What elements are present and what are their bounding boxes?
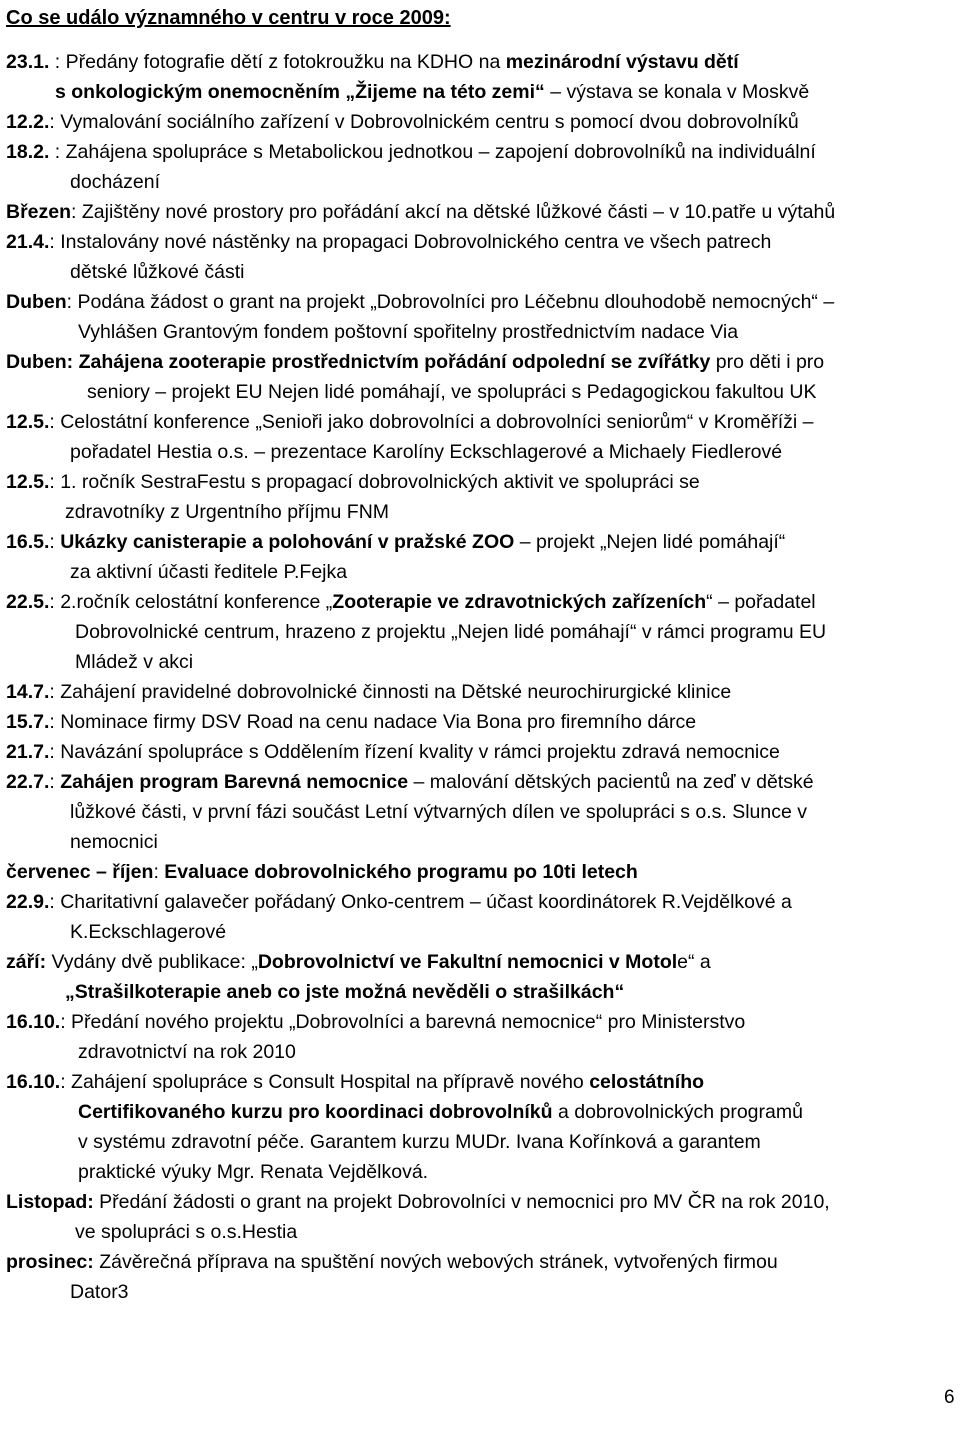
text-line xyxy=(6,858,638,886)
text-segment: docházení xyxy=(70,171,160,193)
text-line xyxy=(6,708,696,736)
text-line xyxy=(6,948,711,976)
bold-text: 23.1. xyxy=(6,51,50,73)
bold-text: Certifikovaného kurzu pro koordinaci dobrovolníků xyxy=(78,1101,553,1123)
text-segment: : Předány fotografie dětí z fotokroužku na KDHO na xyxy=(49,51,506,73)
text-line xyxy=(78,318,738,346)
text-line xyxy=(70,168,160,196)
bold-text: 22.7. xyxy=(6,771,50,793)
text-line xyxy=(6,888,792,916)
text-line xyxy=(6,138,816,166)
page-number: 6 xyxy=(944,1387,955,1408)
text-segment: : Charitativní galavečer pořádaný Onko-centrem – účast koordinátorek R.Vejdělkové a xyxy=(49,891,792,913)
bold-text: „Strašilkoterapie aneb co jste možná nevěděli o strašilkách“ xyxy=(65,981,625,1003)
text-segment: pořadatel Hestia o.s. – prezentace Karolíny Eckschlagerové a Michaely Fiedlerové xyxy=(70,441,783,463)
text-segment: zdravotníky z Urgentního příjmu FNM xyxy=(65,501,390,523)
text-segment: : Nominace firmy DSV Road na cenu nadace Via Bona pro firemního dárce xyxy=(49,711,697,733)
text-segment: – malování dětských pacientů na zeď v dětské xyxy=(408,771,814,793)
text-segment: : 2.ročník celostátní konference „ xyxy=(49,591,333,613)
text-line xyxy=(78,1158,428,1186)
text-segment: Vyhlášen Grantovým fondem poštovní spořitelny prostřednictvím nadace Via xyxy=(78,321,739,343)
bold-text: Zooterapie ve zdravotnických zařízeních xyxy=(332,591,707,613)
text-line xyxy=(75,1218,297,1246)
text-segment: e“ a xyxy=(677,951,711,973)
text-segment: K.Eckschlagerové xyxy=(70,921,227,943)
bold-text: 12.2. xyxy=(6,111,50,133)
text-line xyxy=(6,1008,745,1036)
text-line xyxy=(75,648,193,676)
text-line xyxy=(70,798,807,826)
text-segment: : Zajištěny nové prostory pro pořádání akcí na dětské lůžkové části – v 10.patře u výtahů xyxy=(71,201,836,223)
text-segment: nemocnici xyxy=(70,831,158,853)
bold-text: 16.10. xyxy=(6,1011,61,1033)
bold-text: 21.4. xyxy=(6,231,50,253)
bold-text: 21.7. xyxy=(6,741,50,763)
text-line xyxy=(6,1188,830,1216)
text-line xyxy=(87,378,817,406)
bold-text: Duben: Zahájena zooterapie prostřednictvím pořádání odpolední se zvířátky xyxy=(6,351,711,373)
text-line xyxy=(70,828,158,856)
bold-text: září: xyxy=(6,951,47,973)
text-line xyxy=(6,408,813,436)
bold-text: Dobrovolnictví ve Fakultní nemocnici v Motol xyxy=(257,951,678,973)
text-segment: Vydány dvě publikace: „ xyxy=(46,951,258,973)
text-segment: : Předání nového projektu „Dobrovolníci a barevná nemocnice“ pro Ministerstvo xyxy=(60,1011,746,1033)
text-line xyxy=(55,78,809,106)
text-line xyxy=(70,558,347,586)
text-line xyxy=(6,48,739,76)
text-segment: : Vymalování sociálního zařízení v Dobrovolnickém centru s pomocí dvou dobrovolníků xyxy=(49,111,799,133)
bold-text: 12.5. xyxy=(6,471,50,493)
text-segment: : Celostátní konference „Senioři jako dobrovolníci a dobrovolníci seniorům“ v Kroměříži – xyxy=(49,411,814,433)
text-segment: ve spolupráci s o.s.Hestia xyxy=(75,1221,298,1243)
bold-text: Evaluace dobrovolnického programu po 10ti letech xyxy=(164,861,638,883)
bold-text: červenec – říjen xyxy=(6,861,154,883)
text-segment: dětské lůžkové části xyxy=(70,261,245,283)
text-line xyxy=(65,978,624,1006)
text-segment: : xyxy=(153,861,165,883)
text-line xyxy=(70,918,226,946)
bold-text: Březen xyxy=(6,201,72,223)
bold-text: 15.7. xyxy=(6,711,50,733)
text-line xyxy=(78,1038,296,1066)
bold-text: prosinec: xyxy=(6,1251,94,1273)
text-segment: lůžkové části, v první fázi součást Letní výtvarných dílen ve spolupráci s o.s. Slunce v xyxy=(70,801,808,823)
text-segment: : Zahájení spolupráce s Consult Hospital na přípravě nového xyxy=(60,1071,590,1093)
bold-text: mezinárodní výstavu dětí xyxy=(505,51,739,73)
text-line xyxy=(6,528,785,556)
bold-text: 22.9. xyxy=(6,891,50,913)
text-line xyxy=(6,738,780,766)
text-segment: za aktivní účasti ředitele P.Fejka xyxy=(70,561,348,583)
bold-text: s onkologickým onemocněním „Žijeme na této zemi“ xyxy=(55,81,545,103)
text-segment: Mládež v akci xyxy=(75,651,194,673)
text-segment: : 1. ročník SestraFestu s propagací dobrovolnických aktivit ve spolupráci se xyxy=(49,471,700,493)
text-line xyxy=(6,1068,704,1096)
text-line xyxy=(6,1248,778,1276)
text-segment: pro děti i pro xyxy=(710,351,825,373)
text-line xyxy=(70,258,245,286)
bold-text: 22.5. xyxy=(6,591,50,613)
text-segment: Závěrečná příprava na spuštění nových webových stránek, vytvořených firmou xyxy=(93,1251,778,1273)
text-segment: Předání žádosti o grant na projekt Dobrovolníci v nemocnici pro MV ČR na rok 2010, xyxy=(93,1191,830,1213)
text-segment: “ – pořadatel xyxy=(706,591,816,613)
text-line xyxy=(6,678,731,706)
bold-text: Duben xyxy=(6,291,67,313)
text-segment: : Zahájení pravidelné dobrovolnické činnosti na Dětské neurochirurgické klinice xyxy=(49,681,732,703)
text-segment: a dobrovolnických programů xyxy=(552,1101,803,1123)
text-segment: praktické výuky Mgr. Renata Vejdělková. xyxy=(78,1161,429,1183)
text-segment: zdravotnictví na rok 2010 xyxy=(78,1041,296,1063)
text-segment: – projekt „Nejen lidé pomáhají“ xyxy=(514,531,786,553)
bold-text: 16.10. xyxy=(6,1071,61,1093)
text-line xyxy=(6,198,835,226)
text-segment: : Instalovány nové nástěnky na propagaci Dobrovolnického centra ve všech patrech xyxy=(49,231,772,253)
text-segment: seniory – projekt EU Nejen lidé pomáhají, ve spolupráci s Pedagogickou fakultou UK xyxy=(87,381,817,403)
text-segment: : Podána žádost o grant na projekt „Dobrovolníci pro Léčebnu dlouhodobě nemocných“ – xyxy=(66,291,835,313)
text-segment: : Zahájena spolupráce s Metabolickou jednotkou – zapojení dobrovolníků na individuální xyxy=(49,141,816,163)
text-segment: Dobrovolnické centrum, hrazeno z projektu „Nejen lidé pomáhají“ v rámci programu EU xyxy=(75,621,827,643)
text-segment: Dator3 xyxy=(70,1281,129,1303)
text-line xyxy=(70,1278,129,1306)
text-line xyxy=(6,228,771,256)
text-line xyxy=(78,1098,803,1126)
text-segment: : xyxy=(49,531,61,553)
text-line xyxy=(6,108,799,136)
text-line xyxy=(78,1128,761,1156)
bold-text: 12.5. xyxy=(6,411,50,433)
text-line xyxy=(6,348,824,376)
page-title: Co se událo významného v centru v roce 2009: xyxy=(6,7,451,29)
bold-text: 14.7. xyxy=(6,681,50,703)
text-line xyxy=(6,468,700,496)
text-segment: : Navázání spolupráce s Oddělením řízení kvality v rámci projektu zdravá nemocnice xyxy=(49,741,780,763)
bold-text: Zahájen program Barevná nemocnice xyxy=(60,771,409,793)
text-segment: v systému zdravotní péče. Garantem kurzu MUDr. Ivana Kořínková a garantem xyxy=(78,1131,761,1153)
text-segment: – výstava se konala v Moskvě xyxy=(544,81,810,103)
text-line xyxy=(75,618,826,646)
text-line xyxy=(6,768,814,796)
bold-text: 18.2. xyxy=(6,141,50,163)
text-line xyxy=(6,588,816,616)
text-line xyxy=(6,288,834,316)
text-line xyxy=(70,438,782,466)
text-line xyxy=(65,498,389,526)
bold-text: Listopad: xyxy=(6,1191,94,1213)
bold-text: Ukázky canisterapie a polohování v pražské ZOO xyxy=(60,531,515,553)
text-segment: : xyxy=(49,771,61,793)
bold-text: celostátního xyxy=(589,1071,705,1093)
bold-text: 16.5. xyxy=(6,531,50,553)
